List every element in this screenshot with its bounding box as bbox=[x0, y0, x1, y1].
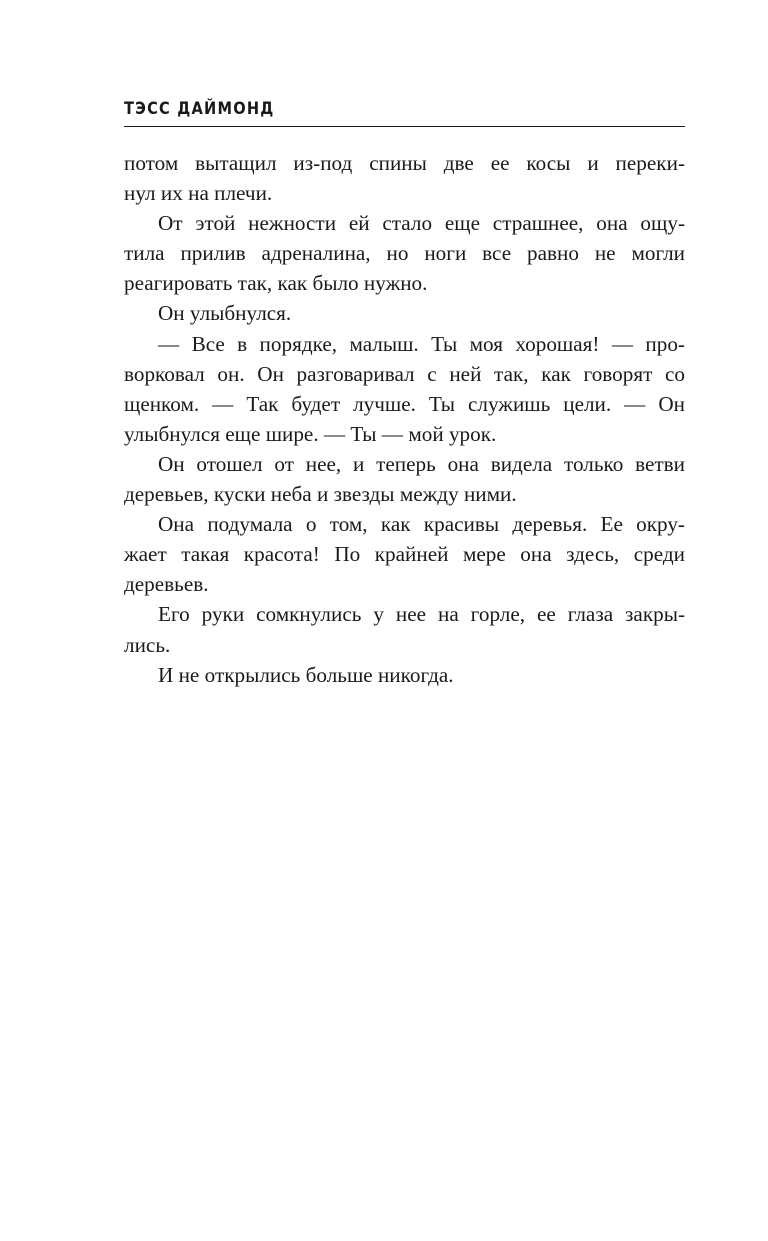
text-line: И не открылись больше никогда. bbox=[158, 662, 454, 687]
text-line: потом вытащил из-под спины две ее косы и переки- bbox=[124, 151, 685, 175]
text-line: ворковал он. Он разговаривал с ней так, как говорят со bbox=[124, 361, 685, 386]
text-line: тила прилив адреналина, но ноги все равно не могли bbox=[124, 241, 685, 266]
running-head-author: ТЭСС ДАЙМОНД bbox=[124, 99, 275, 119]
text-line: Она подумала о том, как красивы деревья. Ее окру- bbox=[158, 512, 685, 537]
text-line: От этой нежности ей стало еще страшнее, она ощу- bbox=[158, 211, 685, 236]
text-line: щенком. — Так будет лучше. Ты служишь цели. — Он bbox=[124, 391, 685, 416]
text-line: реагировать так, как было нужно. bbox=[124, 271, 428, 296]
text-line: Его руки сомкнулись у нее на горле, ее глаза закры- bbox=[158, 602, 685, 627]
text-line: деревьев, куски неба и звезды между ними. bbox=[124, 482, 517, 507]
text-line: Он улыбнулся. bbox=[158, 301, 292, 326]
text-line: жает такая красота! По крайней мере она здесь, среди bbox=[124, 542, 685, 567]
text-line: — Все в порядке, малыш. Ты моя хорошая! — про- bbox=[158, 331, 685, 356]
body-text bbox=[124, 148, 685, 690]
text-line: деревьев. bbox=[124, 572, 209, 597]
text-line: лись. bbox=[124, 632, 171, 657]
text-line: Он отошел от нее, и теперь она видела только ветви bbox=[158, 451, 685, 476]
text-line: нул их на плечи. bbox=[124, 181, 273, 206]
header-rule bbox=[124, 126, 685, 127]
text-line: улыбнулся еще шире. — Ты — мой урок. bbox=[124, 421, 497, 446]
